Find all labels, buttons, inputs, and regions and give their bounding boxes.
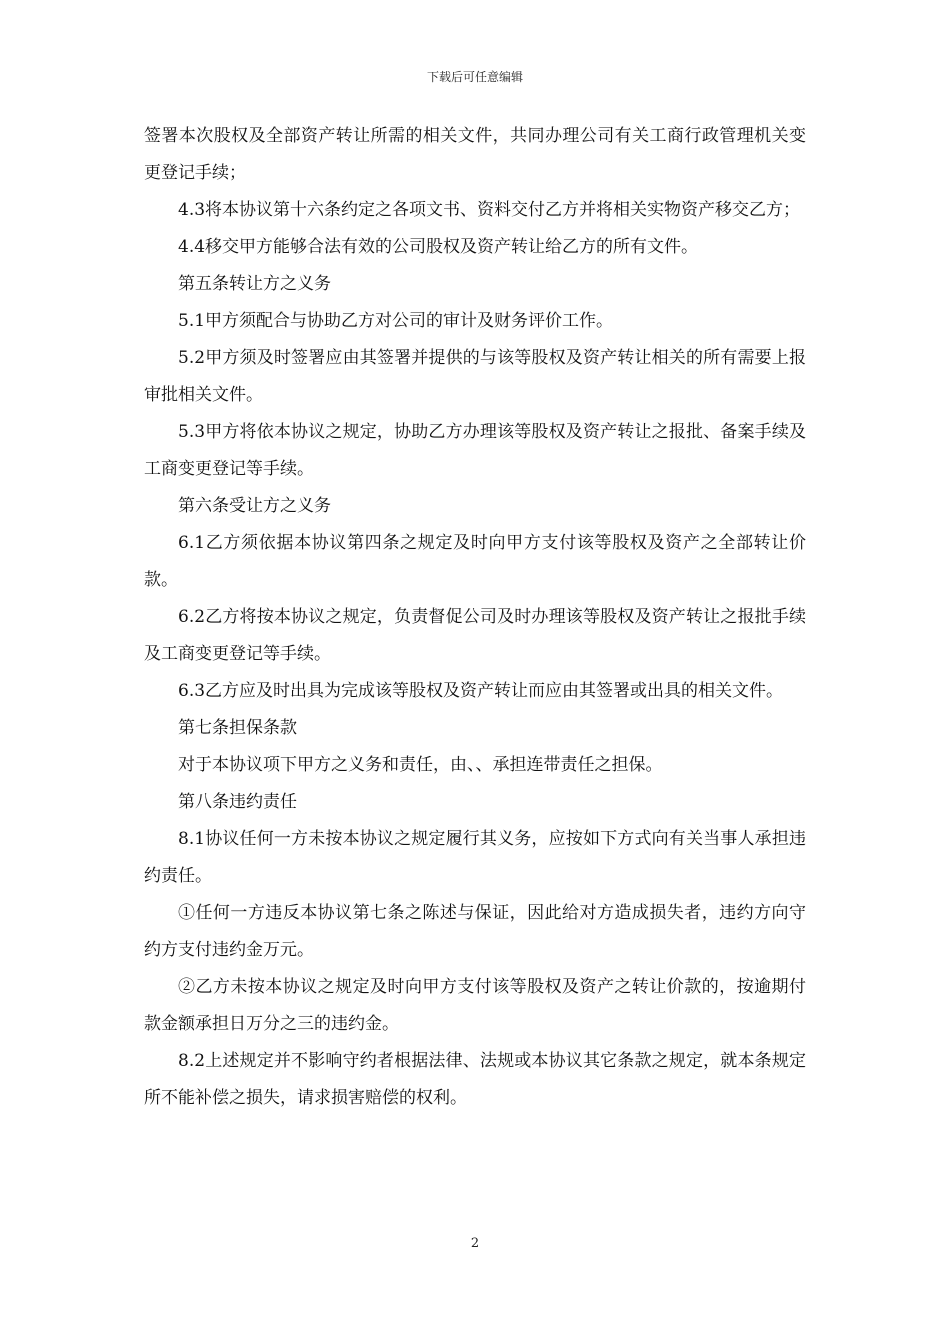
paragraph: 6.2乙方将按本协议之规定，负责督促公司及时办理该等股权及资产转让之报批手续及工商变更登记等手续。 bbox=[144, 607, 806, 664]
paragraph: 4.3将本协议第十六条约定之各项文书、资料交付乙方并将相关实物资产移交乙方； bbox=[178, 200, 801, 220]
section-heading: 第五条转让方之义务 bbox=[178, 274, 331, 294]
section-heading: 第八条违约责任 bbox=[178, 792, 297, 812]
paragraph: 6.3乙方应及时出具为完成该等股权及资产转让而应由其签署或出具的相关文件。 bbox=[178, 681, 784, 701]
paragraph: 对于本协议项下甲方之义务和责任，由、、承担连带责任之担保。 bbox=[178, 755, 663, 775]
section-heading: 第六条受让方之义务 bbox=[178, 496, 331, 516]
paragraph: 5.2甲方须及时签署应由其签署并提供的与该等股权及资产转让相关的所有需要上报审批相关文件。 bbox=[144, 348, 806, 405]
paragraph: ①任何一方违反本协议第七条之陈述与保证，因此给对方造成损失者，违约方向守约方支付违约金万元。 bbox=[144, 903, 806, 960]
paragraph: ②乙方未按本协议之规定及时向甲方支付该等股权及资产之转让价款的，按逾期付款金额承担日万分之三的违约金。 bbox=[144, 977, 806, 1034]
document-body bbox=[144, 118, 806, 1117]
paragraph: 签署本次股权及全部资产转让所需的相关文件，共同办理公司有关工商行政管理机关变更登记手续； bbox=[144, 126, 806, 183]
page-header: 下载后可任意编辑 bbox=[426, 70, 523, 84]
paragraph: 6.1乙方须依据本协议第四条之规定及时向甲方支付该等股权及资产之全部转让价款。 bbox=[144, 533, 806, 590]
section-heading: 第七条担保条款 bbox=[178, 718, 297, 738]
paragraph: 4.4移交甲方能够合法有效的公司股权及资产转让给乙方的所有文件。 bbox=[178, 237, 699, 257]
paragraph: 5.3甲方将依本协议之规定，协助乙方办理该等股权及资产转让之报批、备案手续及工商变更登记等手续。 bbox=[144, 422, 806, 479]
page-number: 2 bbox=[470, 1236, 480, 1251]
paragraph: 8.1协议任何一方未按本协议之规定履行其义务，应按如下方式向有关当事人承担违约责任。 bbox=[144, 829, 806, 886]
paragraph: 5.1甲方须配合与协助乙方对公司的审计及财务评价工作。 bbox=[178, 311, 614, 331]
paragraph: 8.2上述规定并不影响守约者根据法律、法规或本协议其它条款之规定，就本条规定所不能补偿之损失，请求损害赔偿的权利。 bbox=[144, 1051, 806, 1108]
